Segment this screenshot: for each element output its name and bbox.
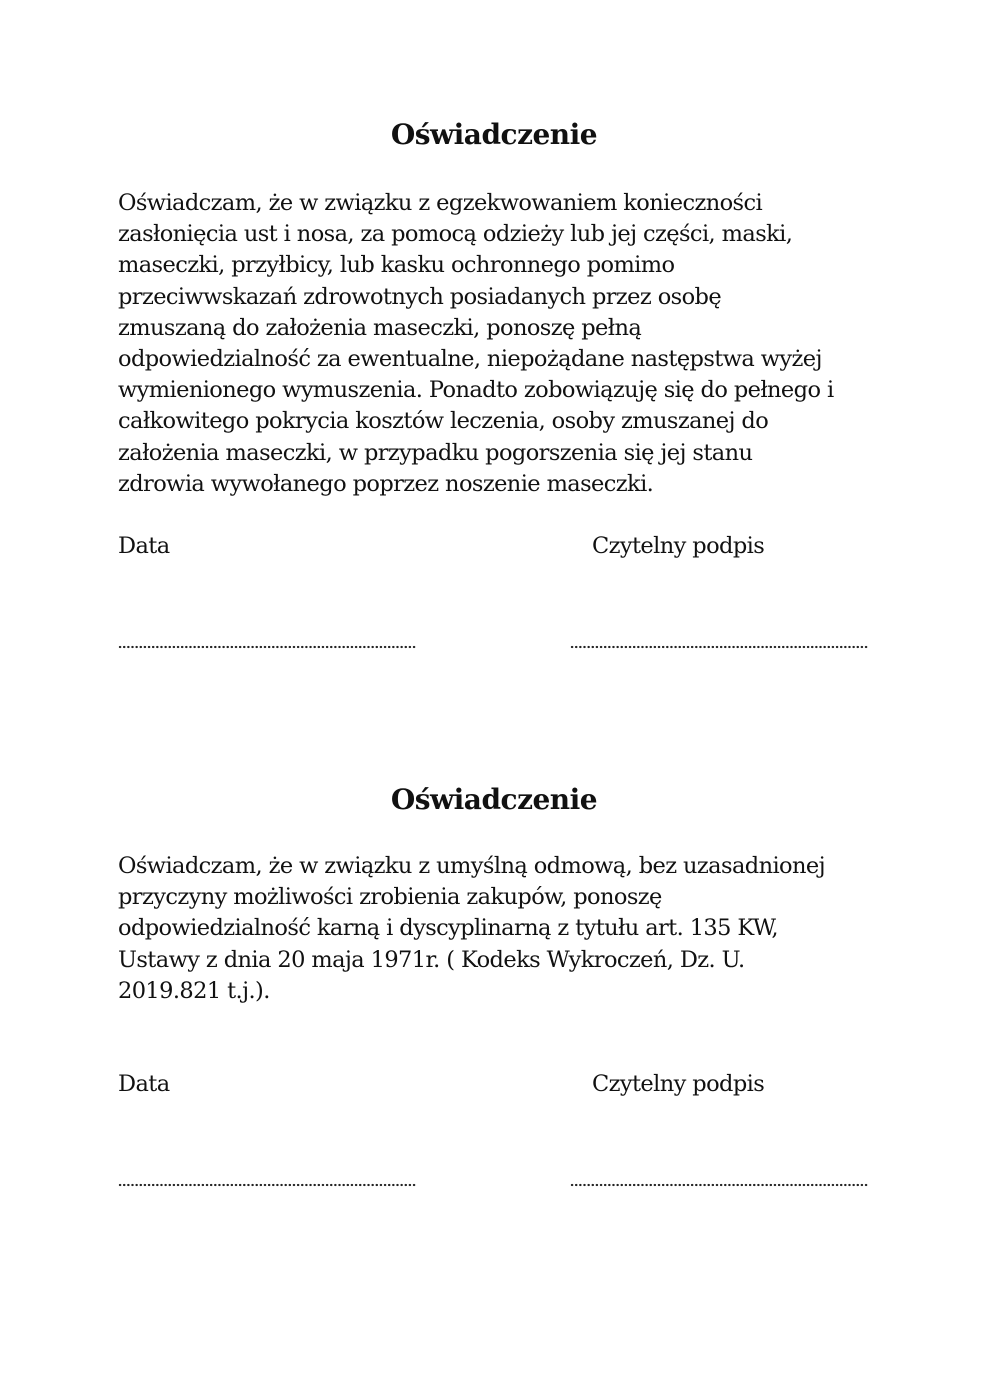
declaration-title: Oświadczenie xyxy=(390,783,598,816)
signature-field-dotted-line[interactable] xyxy=(570,1183,868,1187)
body-line: odpowiedzialność za ewentualne, niepożądane następstwa wyżej xyxy=(118,346,822,373)
signature-label: Czytelny podpis xyxy=(592,533,765,559)
body-line: maseczki, przyłbicy, lub kasku ochronnego pomimo xyxy=(118,252,675,279)
signature-field-dotted-line[interactable] xyxy=(570,645,868,649)
body-line: 2019.821 t.j.). xyxy=(118,977,270,1004)
declaration-body xyxy=(118,188,878,500)
body-line: wymienionego wymuszenia. Ponadto zobowiązuję się do pełnego i xyxy=(118,377,834,404)
body-line: Oświadczam, że w związku z umyślną odmową, bez uzasadnionej xyxy=(118,853,825,879)
declaration-title: Oświadczenie xyxy=(390,118,598,151)
body-line: Oświadczam, że w związku z egzekwowaniem konieczności xyxy=(118,190,763,216)
body-line: zasłonięcia ust i nosa, za pomocą odzieży lub jej części, maski, xyxy=(118,221,793,248)
body-line: zmuszaną do założenia maseczki, ponoszę pełną xyxy=(118,314,642,341)
body-line: Ustawy z dnia 20 maja 1971r. ( Kodeks Wykroczeń, Dz. U. xyxy=(118,946,745,973)
declaration-body xyxy=(118,851,878,1007)
body-line: przeciwwskazań zdrowotnych posiadanych przez osobę xyxy=(118,283,722,310)
body-line: przyczyny możliwości zrobienia zakupów, ponoszę xyxy=(118,884,662,911)
body-line: zdrowia wywołanego poprzez noszenie maseczki. xyxy=(118,470,654,497)
date-label: Data xyxy=(118,1071,170,1097)
date-label: Data xyxy=(118,533,170,559)
date-field-dotted-line[interactable] xyxy=(118,645,416,649)
date-field-dotted-line[interactable] xyxy=(118,1183,416,1187)
body-line: założenia maseczki, w przypadku pogorszenia się jej stanu xyxy=(118,439,753,466)
body-line: całkowitego pokrycia kosztów leczenia, osoby zmuszanej do xyxy=(118,408,769,435)
body-line: odpowiedzialność karną i dyscyplinarną z tytułu art. 135 KW, xyxy=(118,915,778,942)
signature-label: Czytelny podpis xyxy=(592,1071,765,1097)
